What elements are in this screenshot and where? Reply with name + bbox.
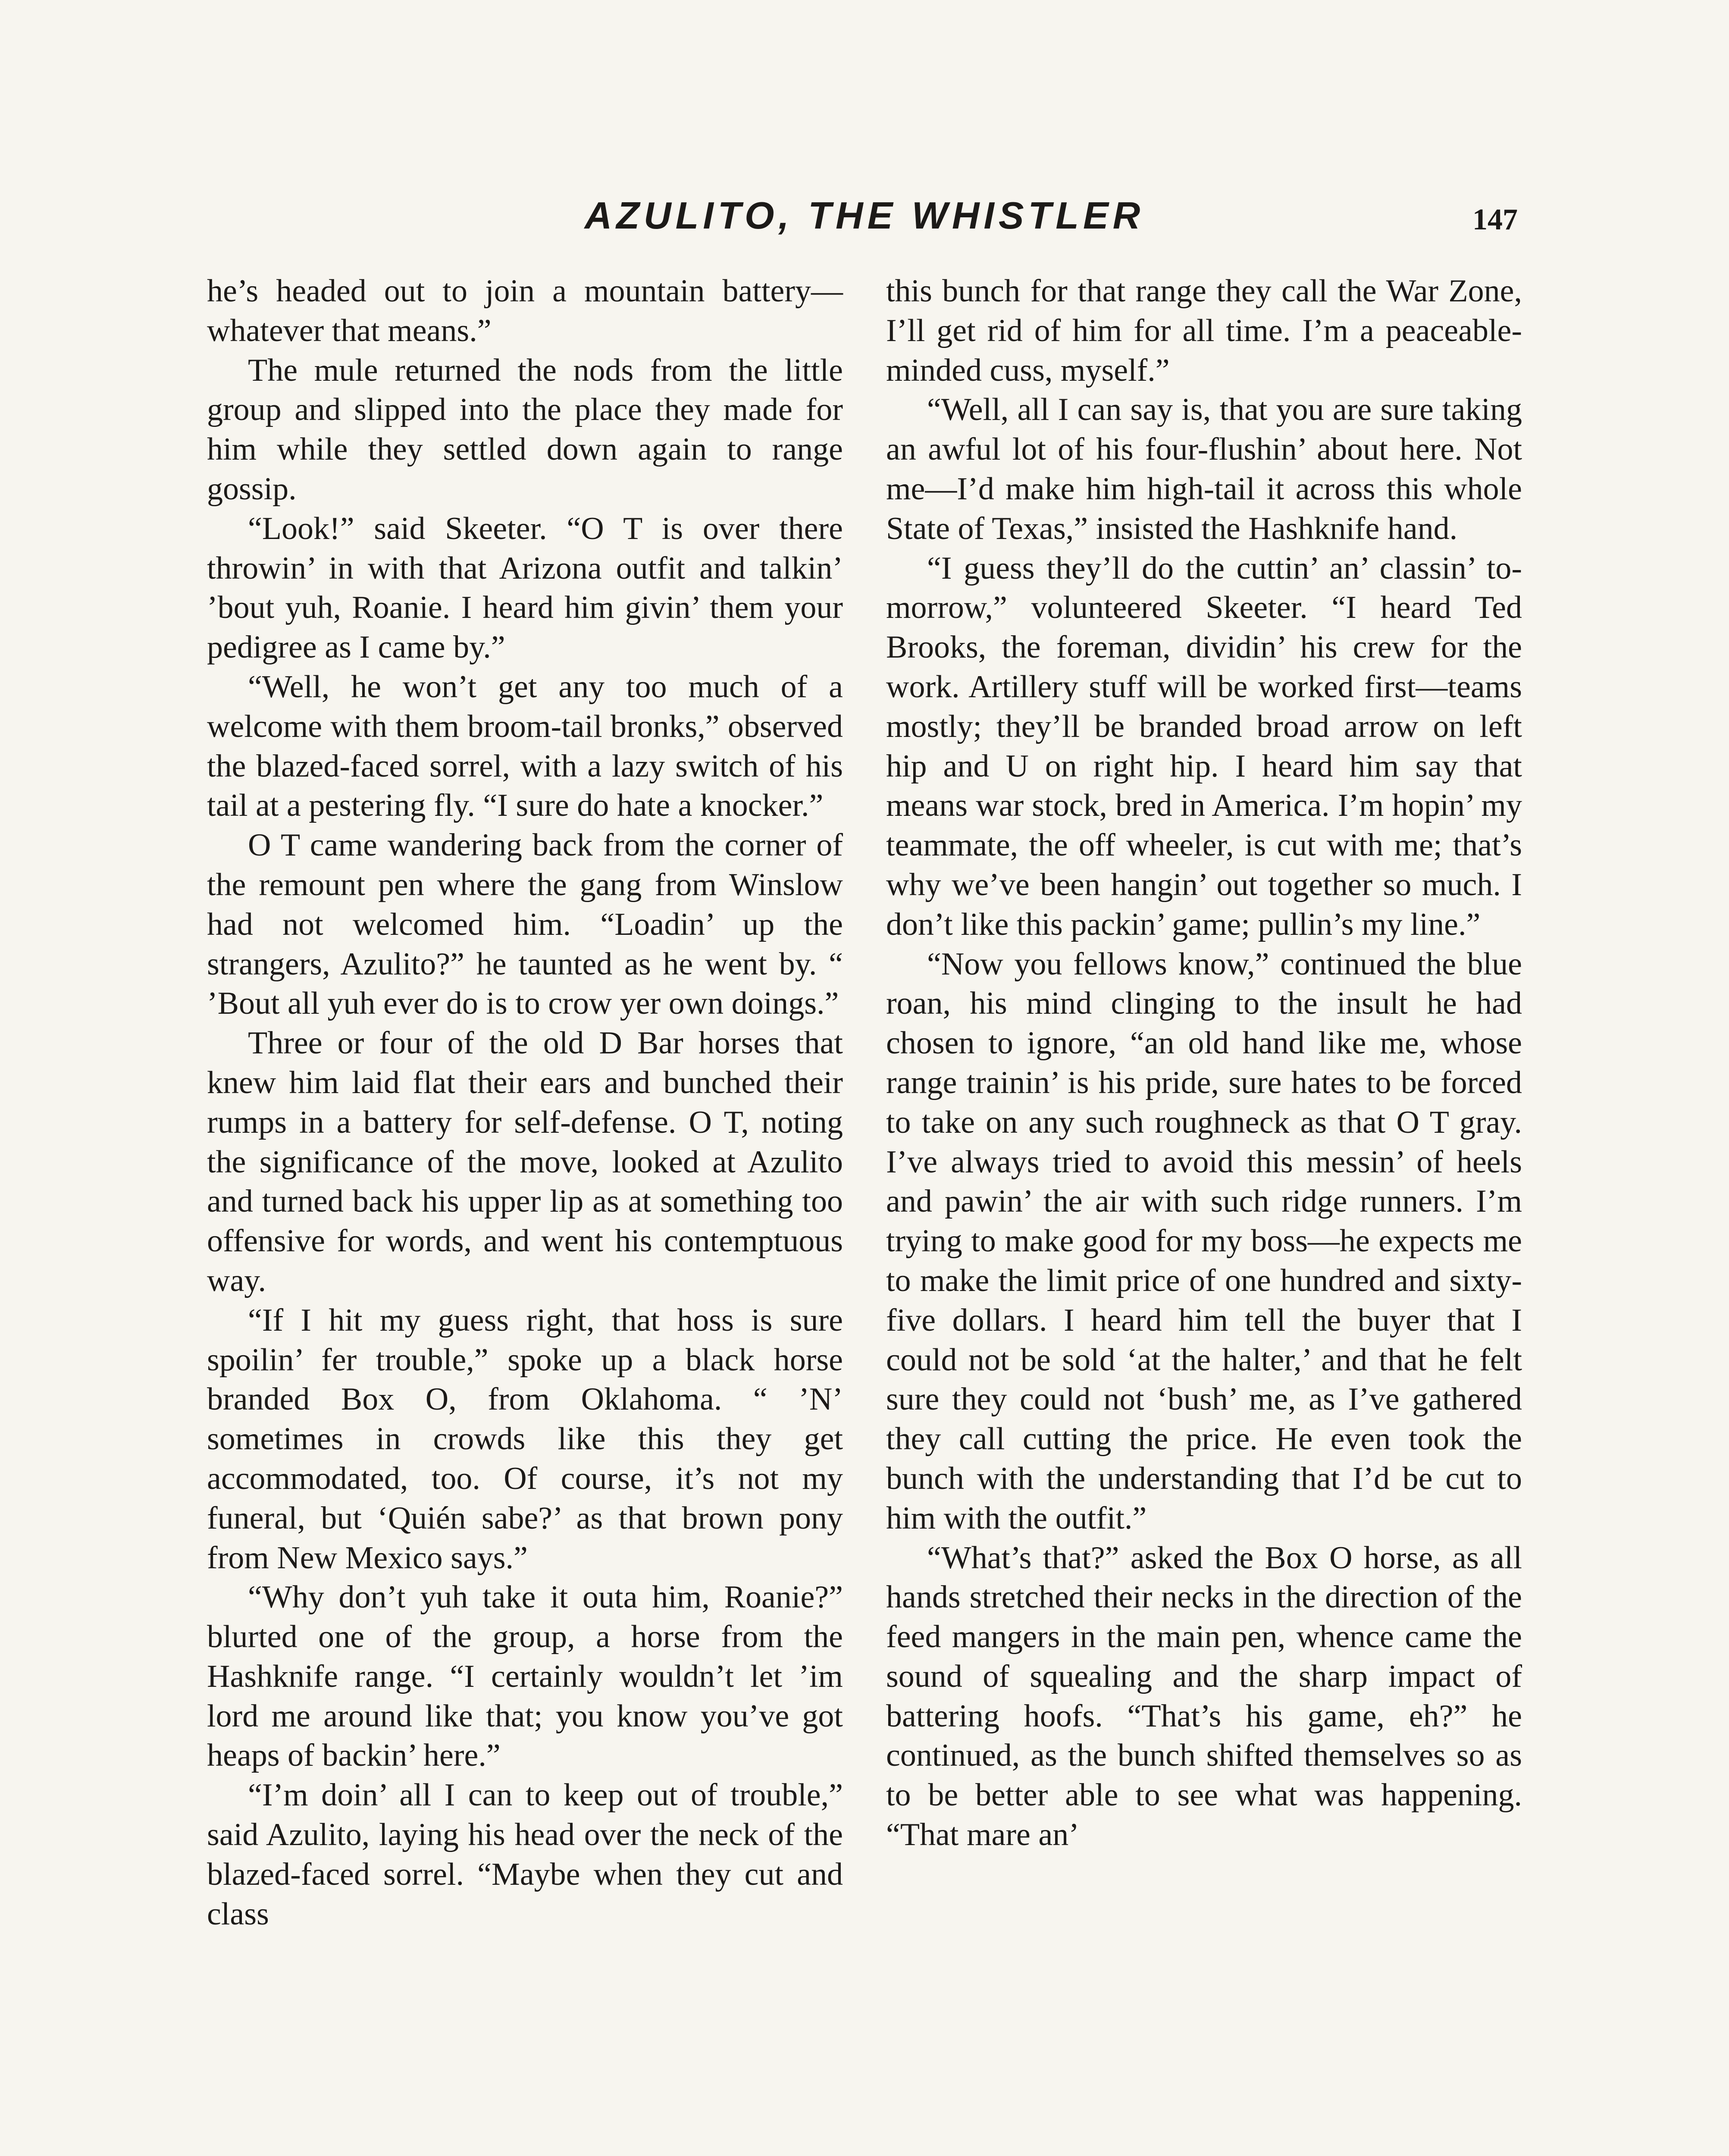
paragraph: “What’s that?” asked the Box O horse, as all hands stretched their necks in the direction of the feed mangers in the main pen, whence came the sound of squealing and the sharp impact of battering hoofs. “That’s his game, eh?” he continued, as the bunch shifted themselves so as to be better able to see what was happening. “That mare an’ <box>886 1540 1522 1853</box>
paragraph: Three or four of the old D Bar horses that knew him laid flat their ears and bunched their rumps in a battery for self-defense. O T, noting the significance of the move, looked at Azulito and turned back his upper lip as at something too offensive for words, and went his contemptuous way. <box>207 1025 843 1298</box>
paragraph: O T came wandering back from the corner of the remount pen where the gang from Winslow had not welcomed him. “Loadin’ up the strangers, Azulito?” he taunted as he went by. “ ’Bout all yuh ever do is to crow yer own doings.” <box>207 827 843 1022</box>
paragraph: The mule returned the nods from the little group and slipped into the place they made for him while they settled down again to range gossip. <box>207 352 843 507</box>
page-title: AZULITO, THE WHISTLER <box>584 194 1145 237</box>
paragraph: “I’m doin’ all I can to keep out of trouble,” said Azulito, laying his head over the neck of the blazed-faced sorrel. “Maybe when they cut and class <box>207 1777 843 1932</box>
paragraph: “Why don’t yuh take it outa him, Roanie?” blurted one of the group, a horse from the Hashknife range. “I certainly wouldn’t let ’im lord me around like that; you know you’ve got heaps of backin’ here.” <box>207 1579 843 1774</box>
paragraph: “Look!” said Skeeter. “O T is over there throwin’ in with that Arizona outfit and talkin’ ’bout yuh, Roanie. I heard him givin’ them your pedigree as I came by.” <box>207 511 843 665</box>
paragraph: “If I hit my guess right, that hoss is sure spoilin’ fer trouble,” spoke up a black horse branded Box O, from Oklahoma. “ ’N’ sometimes in crowds like this they get accommodated, too. Of course, it’s not my funeral, but ‘Quién sabe?’ as that brown pony from New Mexico says.” <box>207 1302 843 1576</box>
paragraph: “Well, he won’t get any too much of a welcome with them broom-tail bronks,” observed the blazed-faced sorrel, with a lazy switch of his tail at a pestering fly. “I sure do hate a knocker.” <box>207 669 843 824</box>
paragraph: he’s headed out to join a mountain battery—whatever that means.” <box>207 273 843 348</box>
paragraph: “I guess they’ll do the cuttin’ an’ classin’ to-morrow,” volunteered Skeeter. “I heard Ted Brooks, the foreman, dividin’ his crew for the work. Artillery stuff will be worked first—teams mostly; they’ll be branded broad arrow on left hip and U on right hip. I heard him say that means war stock, bred in America. I’m hopin’ my teammate, the off wheeler, is cut with me; that’s why we’ve been hangin’ out together so much. I don’t like this packin’ game; pullin’s my line.” <box>886 550 1522 942</box>
left-column <box>207 272 843 1934</box>
paragraph: this bunch for that range they call the War Zone, I’ll get rid of him for all time. I’m a peaceable-minded cuss, myself.” <box>886 273 1522 388</box>
right-column <box>886 272 1522 1855</box>
paragraph: “Well, all I can say is, that you are sure taking an awful lot of his four-flushin’ about here. Not me—I’d make him high-tail it across this whole State of Texas,” insisted the Hashknife hand. <box>886 392 1522 546</box>
paragraph: “Now you fellows know,” continued the blue roan, his mind clinging to the insult he had chosen to ignore, “an old hand like me, whose range trainin’ is his pride, sure hates to be forced to take on any such roughneck as that O T gray. I’ve always tried to avoid this messin’ of heels and pawin’ the air with such ridge runners. I’m trying to make good for my boss—he expects me to make the limit price of one hundred and sixty-five dollars. I heard him tell the buyer that I could not be sold ‘at the halter,’ and that he felt sure they could not ‘bush’ me, as I’ve gathered they call cutting the price. He even took the bunch with the understanding that I’d be cut to him with the outfit.” <box>886 946 1522 1536</box>
running-head <box>0 194 1729 246</box>
page-number: 147 <box>1472 203 1518 236</box>
